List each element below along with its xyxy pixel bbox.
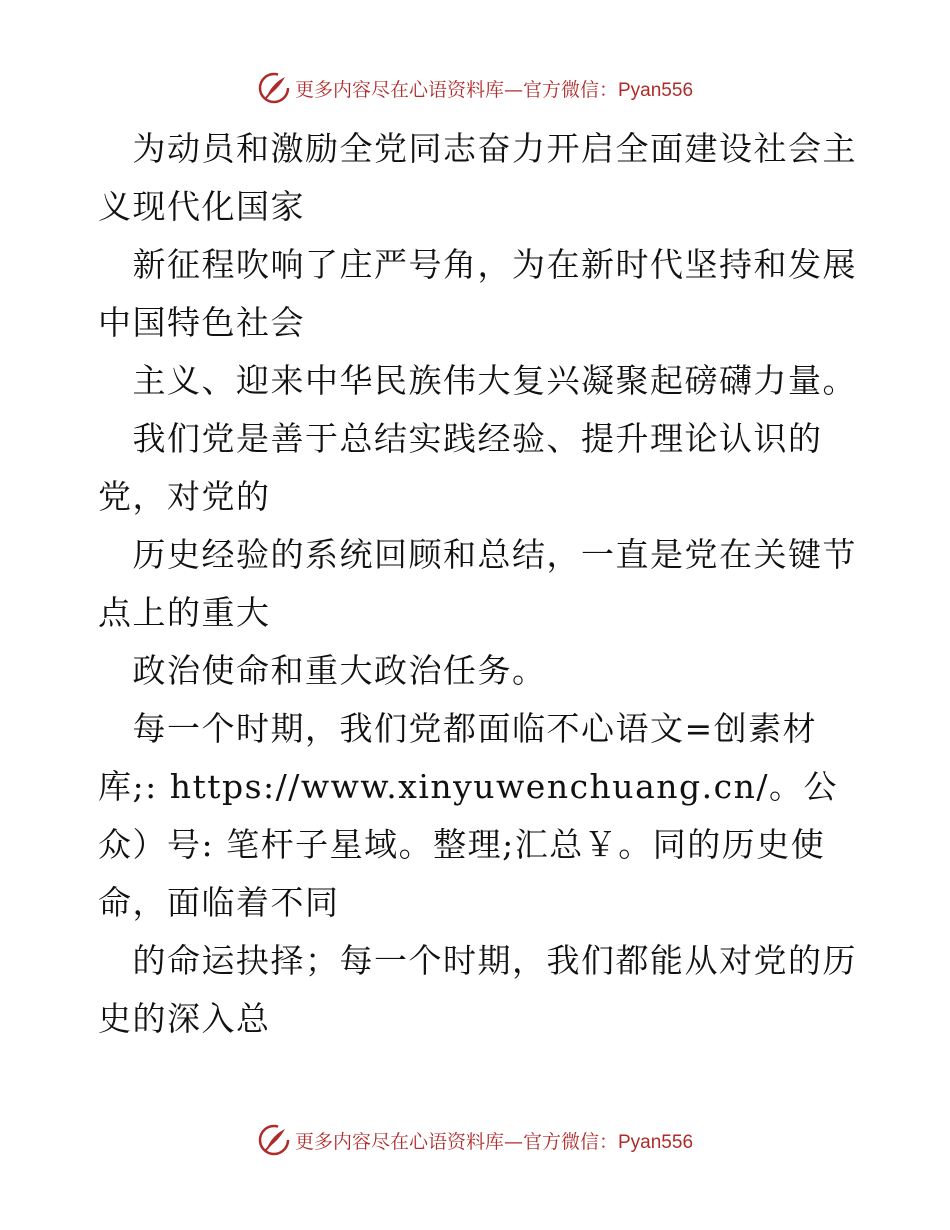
footer-banner-label: 更多内容尽在心语资料库—官方微信： (294, 1130, 618, 1153)
paragraph-8: 的命运抉择；每一个时期，我们都能从对党的历史的深入总 (98, 941, 857, 1038)
header-banner-label: 更多内容尽在心语资料库—官方微信： (294, 78, 618, 101)
paragraph-4: 我们党是善于总结实践经验、提升理论认识的党，对党的 (98, 419, 823, 516)
paragraph-5: 历史经验的系统回顾和总结，一直是党在关键节点上的重大 (98, 535, 857, 632)
paragraph-1: 为动员和激励全党同志奋力开启全面建设社会主义现代化国家 (98, 129, 857, 226)
feather-pen-logo-icon (257, 1123, 291, 1157)
document-body (98, 120, 858, 1048)
feather-pen-logo-icon (257, 71, 291, 105)
header-wechat-id: Pyan556 (618, 79, 694, 101)
footer-wechat-id: Pyan556 (618, 1131, 694, 1153)
header-banner-text (295, 75, 693, 102)
paragraph-3: 主义、迎来中华民族伟大复兴凝聚起磅礴力量。 (98, 361, 857, 400)
header-banner (0, 70, 950, 106)
paragraph-7: 每一个时期，我们党都面临不心语文=创素材库;: https://www.xinyuwenchuang.cn/。公众）号: 笔杆子星域。整理;汇总￥。同的历史使命，面临着不同 (98, 709, 838, 922)
paragraph-2: 新征程吹响了庄严号角，为在新时代坚持和发展中国特色社会 (98, 245, 857, 342)
footer-banner (0, 1122, 950, 1158)
footer-banner-text (295, 1127, 693, 1154)
paragraph-6: 政治使命和重大政治任务。 (98, 651, 547, 690)
